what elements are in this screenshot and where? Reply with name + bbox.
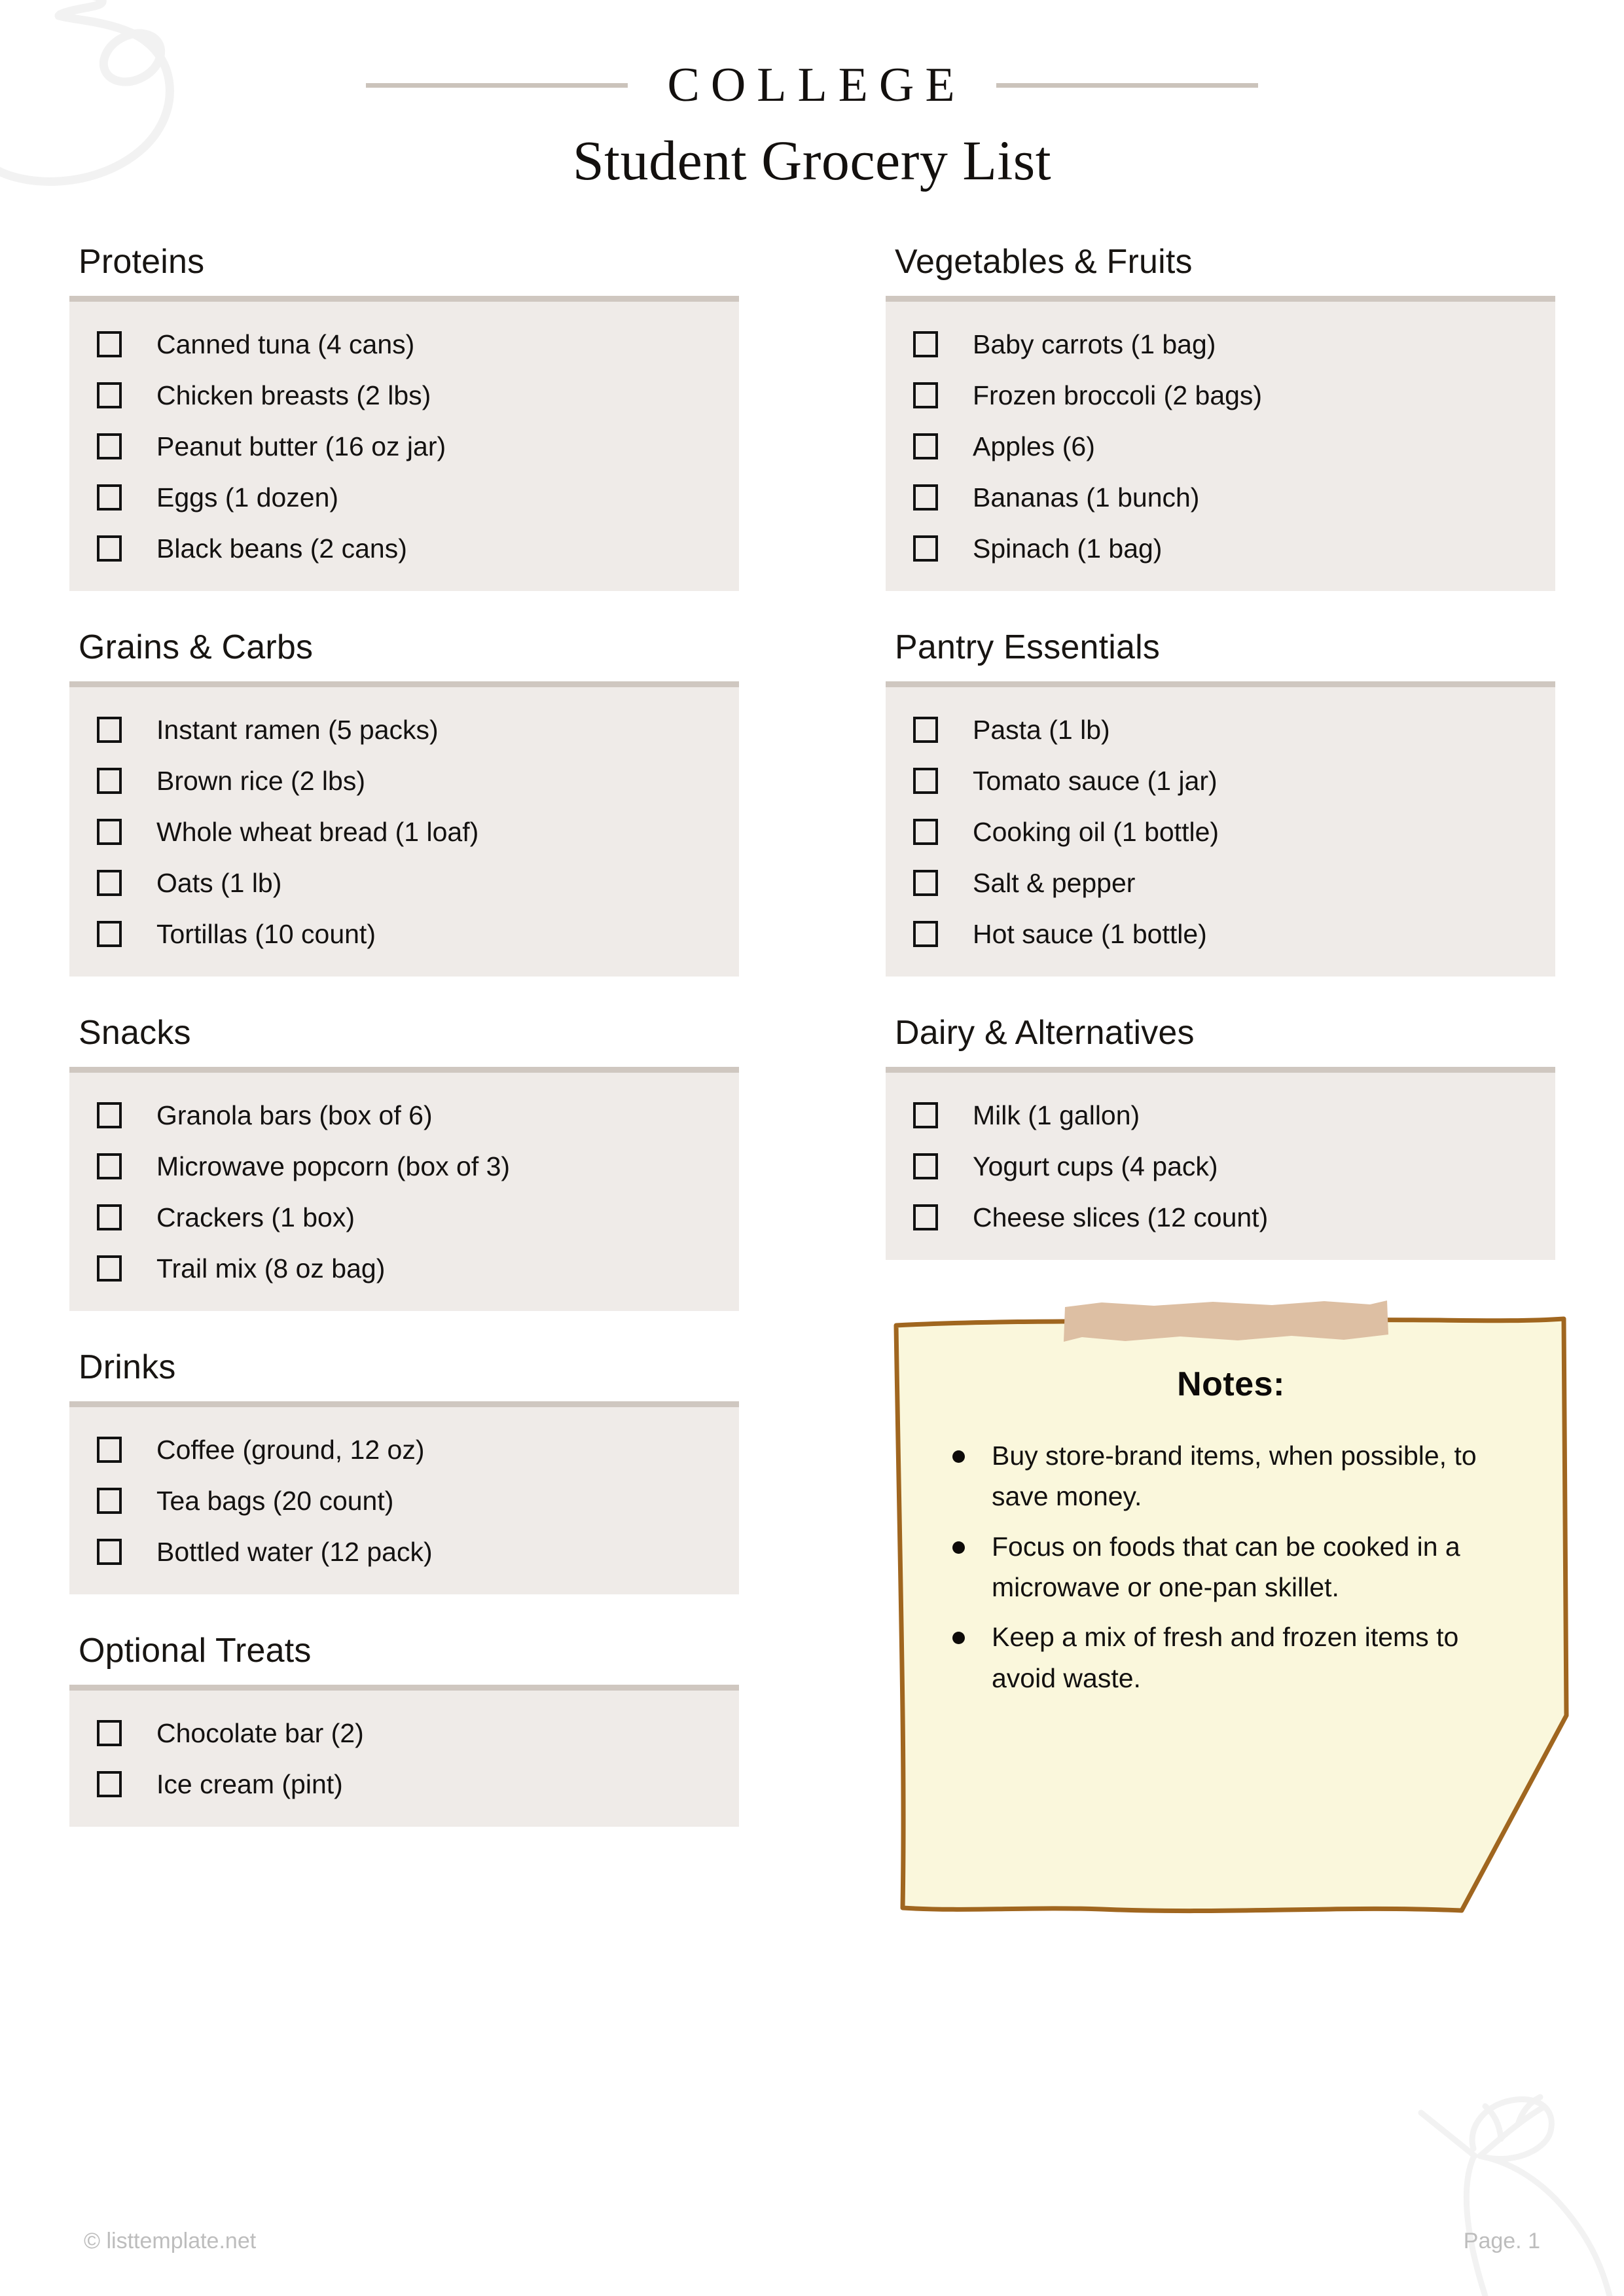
section-title: Vegetables & Fruits <box>895 243 1193 281</box>
sections-grid <box>69 242 1555 1945</box>
section-title: Grains & Carbs <box>79 628 314 666</box>
checklist-row[interactable] <box>69 1141 739 1192</box>
checkbox-icon[interactable] <box>913 1204 938 1230</box>
checkbox-icon[interactable] <box>97 819 122 845</box>
checkbox-icon[interactable] <box>97 1255 122 1282</box>
washi-tape-icon <box>1062 1297 1390 1344</box>
checklist-row[interactable] <box>886 523 1555 574</box>
checkbox-icon[interactable] <box>913 819 938 845</box>
header-eyebrow: COLLEGE <box>667 58 966 112</box>
checklist-row[interactable] <box>886 857 1555 908</box>
checklist-item-label: Cheese slices (12 count) <box>973 1202 1269 1232</box>
checkbox-icon[interactable] <box>97 870 122 896</box>
checklist-item-label: Spinach (1 bag) <box>973 533 1163 564</box>
notes-title: Notes: <box>1177 1365 1285 1403</box>
checklist-item-label: Instant ramen (5 packs) <box>156 714 439 745</box>
checklist-row[interactable] <box>69 1424 739 1475</box>
carrot-watermark-icon <box>1401 2034 1617 2296</box>
checklist-item-label: Eggs (1 dozen) <box>156 482 339 512</box>
checkbox-icon[interactable] <box>913 535 938 562</box>
checklist-row[interactable] <box>69 421 739 472</box>
checklist-box <box>69 1685 739 1827</box>
checklist-item-label: Coffee (ground, 12 oz) <box>156 1434 425 1465</box>
checkbox-icon[interactable] <box>97 535 122 562</box>
checkbox-icon[interactable] <box>913 768 938 794</box>
notes-list <box>886 1435 1576 1698</box>
checkbox-icon[interactable] <box>97 1437 122 1463</box>
notes-list-item: Keep a mix of fresh and frozen items to avoid waste. <box>946 1617 1516 1698</box>
checklist-box <box>69 1067 739 1311</box>
checklist-row[interactable] <box>69 370 739 421</box>
checklist-row[interactable] <box>69 472 739 523</box>
checklist-row[interactable] <box>69 1090 739 1141</box>
section-title: Proteins <box>79 243 205 281</box>
checklist-item-label: Crackers (1 box) <box>156 1202 355 1232</box>
checklist-row[interactable] <box>69 1526 739 1577</box>
header-rule-right <box>996 83 1258 88</box>
checklist-item-label: Bottled water (12 pack) <box>156 1536 433 1567</box>
checklist-row[interactable] <box>886 421 1555 472</box>
checklist-item-label: Whole wheat bread (1 loaf) <box>156 816 479 847</box>
checklist-box <box>69 1401 739 1594</box>
section-title: Optional Treats <box>79 1632 312 1670</box>
checklist-item-label: Cooking oil (1 bottle) <box>973 816 1219 847</box>
notes-sticky-note <box>886 1297 1576 1945</box>
checklist-item-label: Chicken breasts (2 lbs) <box>156 380 431 410</box>
checkbox-icon[interactable] <box>913 433 938 459</box>
notes-list-item: Focus on foods that can be cooked in a microwave or one-pan skillet. <box>946 1526 1516 1608</box>
checklist-item-label: Microwave popcorn (box of 3) <box>156 1151 511 1181</box>
checklist-item-label: Hot sauce (1 bottle) <box>973 918 1207 949</box>
checkbox-icon[interactable] <box>913 331 938 357</box>
checklist-box <box>886 296 1555 591</box>
checklist-row[interactable] <box>69 319 739 370</box>
checklist-box <box>69 681 739 977</box>
checklist-row[interactable] <box>886 704 1555 755</box>
right-column <box>886 242 1555 1945</box>
checkbox-icon[interactable] <box>97 1153 122 1179</box>
notes-content <box>886 1297 1576 1708</box>
section-title: Drinks <box>79 1348 176 1386</box>
checkbox-icon[interactable] <box>913 1153 938 1179</box>
checklist-section <box>69 242 739 591</box>
checklist-item-label: Chocolate bar (2) <box>156 1717 364 1748</box>
checklist-row[interactable] <box>886 1090 1555 1141</box>
checklist-row[interactable] <box>69 1708 739 1759</box>
checklist-item-label: Trail mix (8 oz bag) <box>156 1253 386 1283</box>
checklist-item-label: Tea bags (20 count) <box>156 1485 394 1516</box>
checklist-section <box>69 1348 739 1594</box>
notes-list-item: Buy store-brand items, when possible, to save money. <box>946 1435 1516 1517</box>
checklist-item-label: Pasta (1 lb) <box>973 714 1110 745</box>
checkbox-icon[interactable] <box>97 331 122 357</box>
checkbox-icon[interactable] <box>97 1720 122 1746</box>
checklist-item-label: Oats (1 lb) <box>156 867 282 898</box>
checklist-item-label: Milk (1 gallon) <box>973 1100 1140 1130</box>
checklist-row[interactable] <box>69 704 739 755</box>
checkbox-icon[interactable] <box>97 717 122 743</box>
checklist-box <box>886 681 1555 977</box>
checklist-item-label: Brown rice (2 lbs) <box>156 765 365 796</box>
checklist-section <box>69 1631 739 1827</box>
checklist-section <box>886 1013 1555 1260</box>
checkbox-icon[interactable] <box>97 1488 122 1514</box>
checklist-item-label: Salt & pepper <box>973 867 1136 898</box>
checklist-section <box>69 628 739 977</box>
page-footer <box>84 2229 1540 2254</box>
checkbox-icon[interactable] <box>97 484 122 511</box>
header-rule-left <box>366 83 628 88</box>
checkbox-icon[interactable] <box>913 870 938 896</box>
checklist-row[interactable] <box>886 1192 1555 1243</box>
checklist-section <box>69 1013 739 1311</box>
checklist-row[interactable] <box>69 1759 739 1810</box>
checklist-item-label: Black beans (2 cans) <box>156 533 407 564</box>
checklist-row[interactable] <box>886 908 1555 960</box>
checklist-item-label: Tomato sauce (1 jar) <box>973 765 1218 796</box>
checkbox-icon[interactable] <box>97 382 122 408</box>
checklist-row[interactable] <box>69 1243 739 1294</box>
checkbox-icon[interactable] <box>913 1102 938 1128</box>
checklist-row[interactable] <box>886 370 1555 421</box>
checklist-box <box>886 1067 1555 1260</box>
checklist-item-label: Bananas (1 bunch) <box>973 482 1200 512</box>
checklist-item-label: Tortillas (10 count) <box>156 918 376 949</box>
checklist-row[interactable] <box>886 472 1555 523</box>
checkbox-icon[interactable] <box>97 768 122 794</box>
checklist-item-label: Granola bars (box of 6) <box>156 1100 433 1130</box>
checkbox-icon[interactable] <box>97 1539 122 1565</box>
section-title: Snacks <box>79 1014 191 1052</box>
checkbox-icon[interactable] <box>913 484 938 511</box>
checklist-row[interactable] <box>69 1192 739 1243</box>
eyebrow-row <box>0 58 1624 113</box>
checklist-row[interactable] <box>69 857 739 908</box>
checkbox-icon[interactable] <box>97 1204 122 1230</box>
checklist-item-label: Frozen broccoli (2 bags) <box>973 380 1263 410</box>
checklist-item-label: Ice cream (pint) <box>156 1768 343 1799</box>
checklist-row[interactable] <box>69 908 739 960</box>
checklist-row[interactable] <box>69 806 739 857</box>
section-title: Dairy & Alternatives <box>895 1014 1195 1052</box>
checklist-item-label: Apples (6) <box>973 431 1095 461</box>
checklist-row[interactable] <box>886 319 1555 370</box>
section-title: Pantry Essentials <box>895 628 1161 666</box>
checklist-item-label: Canned tuna (4 cans) <box>156 329 415 359</box>
checklist-item-label: Peanut butter (16 oz jar) <box>156 431 446 461</box>
page-header <box>0 58 1624 193</box>
left-column <box>69 242 739 1945</box>
checklist-section <box>886 628 1555 977</box>
checklist-row[interactable] <box>886 1141 1555 1192</box>
checklist-item-label: Baby carrots (1 bag) <box>973 329 1216 359</box>
checkbox-icon[interactable] <box>97 1102 122 1128</box>
checklist-row[interactable] <box>69 523 739 574</box>
checklist-item-label: Yogurt cups (4 pack) <box>973 1151 1218 1181</box>
checklist-box <box>69 296 739 591</box>
footer-copyright: © listtemplate.net <box>84 2229 257 2253</box>
checkbox-icon[interactable] <box>913 921 938 947</box>
checklist-row[interactable] <box>69 755 739 806</box>
checkbox-icon[interactable] <box>97 433 122 459</box>
checklist-row[interactable] <box>886 755 1555 806</box>
checkbox-icon[interactable] <box>97 1771 122 1797</box>
footer-page-number: Page. 1 <box>1463 2229 1540 2253</box>
checkbox-icon[interactable] <box>913 382 938 408</box>
checkbox-icon[interactable] <box>913 717 938 743</box>
page-title: Student Grocery List <box>572 129 1052 192</box>
checklist-row[interactable] <box>886 806 1555 857</box>
checkbox-icon[interactable] <box>97 921 122 947</box>
checklist-section <box>886 242 1555 591</box>
checklist-row[interactable] <box>69 1475 739 1526</box>
